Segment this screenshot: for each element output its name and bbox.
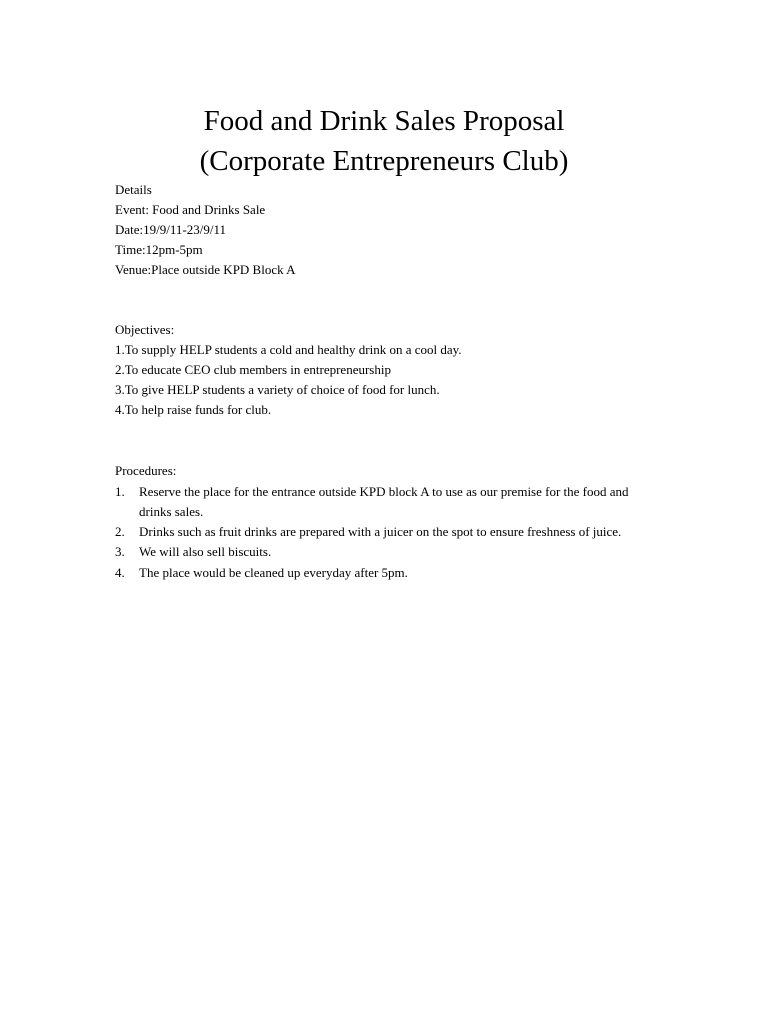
objective-item: 3.To give HELP students a variety of choice of food for lunch.: [115, 382, 440, 397]
details-event: Event: Food and Drinks Sale: [115, 202, 266, 217]
procedure-number: 1.: [115, 484, 125, 499]
procedures-heading: Procedures:: [115, 463, 177, 478]
objectives-heading: Objectives:: [115, 322, 175, 337]
procedure-number: 3.: [115, 544, 125, 559]
objective-item: 4.To help raise funds for club.: [115, 402, 272, 417]
objective-item: 2.To educate CEO club members in entrepreneurship: [115, 362, 391, 377]
details-venue: Venue:Place outside KPD Block A: [115, 262, 296, 277]
procedure-number: 2.: [115, 524, 125, 539]
details-time: Time:12pm-5pm: [115, 242, 203, 257]
procedure-text: We will also sell biscuits.: [139, 544, 272, 559]
objective-item: 1.To supply HELP students a cold and healthy drink on a cool day.: [115, 342, 462, 357]
procedure-number: 4.: [115, 565, 125, 580]
details-date: Date:19/9/11-23/9/11: [115, 222, 226, 237]
details-heading: Details: [115, 182, 152, 197]
procedure-text: The place would be cleaned up everyday after 5pm.: [139, 565, 408, 580]
procedure-text: Reserve the place for the entrance outside KPD block A to use as our premise for the food and drinks sales.: [139, 484, 629, 519]
document-title: Food and Drink Sales Proposal: [203, 105, 565, 137]
document-subtitle: (Corporate Entrepreneurs Club): [199, 145, 569, 177]
procedure-text: Drinks such as fruit drinks are prepared with a juicer on the spot to ensure freshness of juice.: [139, 524, 622, 539]
